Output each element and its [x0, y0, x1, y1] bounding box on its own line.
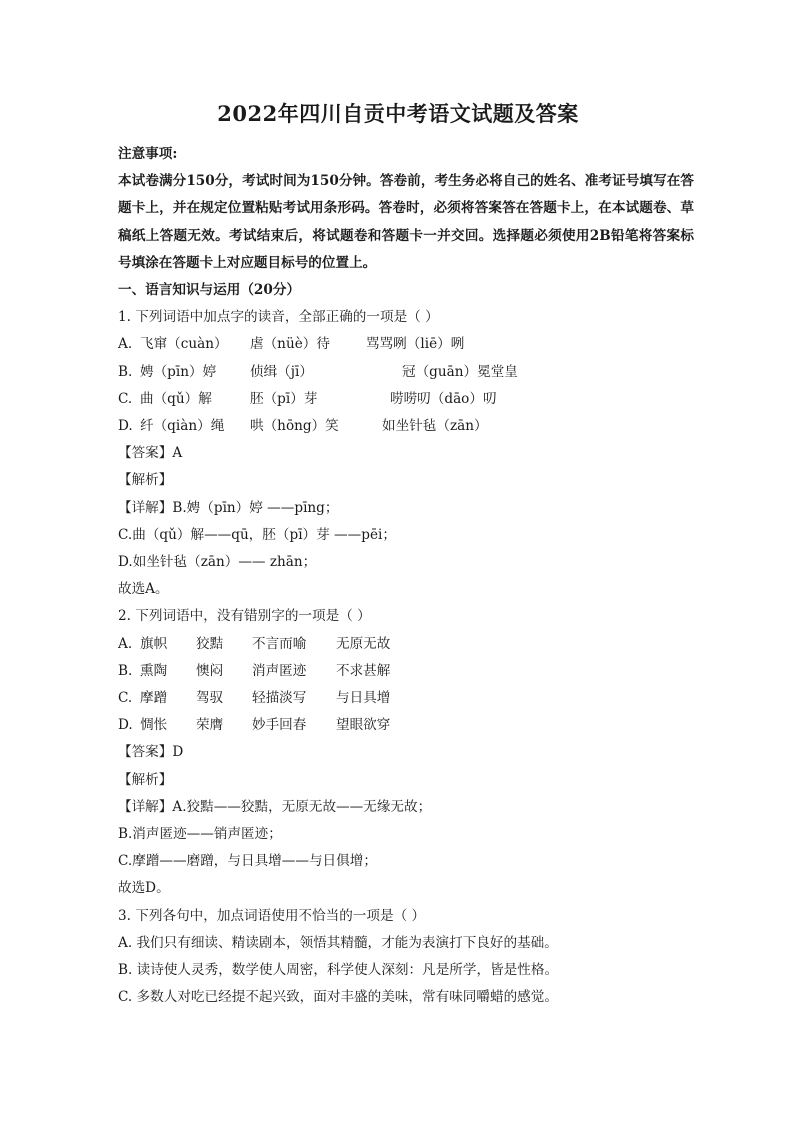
option-letter: B. [118, 363, 133, 380]
option-term: 不言而喻 [252, 635, 307, 652]
option-term: 惆怅 [140, 717, 168, 734]
option-letter: A. [118, 336, 133, 353]
q2-detail-line: 故选D。 [118, 880, 170, 897]
q2-detail-line: B.消声匿迹——销声匿迹； [118, 826, 282, 843]
q2-analysis: 【解析】 [118, 771, 173, 788]
option-term: 荣膺 [196, 717, 224, 734]
q1-analysis: 【解析】 [118, 472, 173, 489]
q2-option-b [118, 658, 694, 685]
q1-detail-line: D.如坐针毡（zān）—— zhān； [118, 554, 317, 571]
option-term: 妙手回春 [252, 717, 307, 734]
section-heading-1: 一、语言知识与运用（20分） [118, 282, 301, 299]
notice-heading: 注意事项: [118, 146, 178, 162]
q1-option-c [118, 386, 694, 413]
q1-stem: 1. 下列词语中加点字的读音，全部正确的一项是（ ） [118, 309, 439, 326]
option-letter: B. [118, 662, 133, 679]
q2-detail-line: 【详解】A.狡黠——狡黠，无原无故——无缘无故； [118, 798, 432, 815]
option-term: 旗帜 [140, 635, 168, 652]
q1-option-a [118, 331, 694, 358]
option-term: 冠（guān）冕堂皇 [402, 363, 518, 380]
option-term: 娉（pīn）婷 [140, 363, 217, 380]
option-term: 侦缉（jī） [250, 363, 313, 380]
q2-stem: 2. 下列词语中，没有错别字的一项是（ ） [118, 608, 371, 625]
q1-option-d [118, 413, 694, 440]
option-letter: D. [118, 418, 133, 435]
option-term: 骂骂咧（liē）咧 [366, 336, 465, 353]
option-letter: A. [118, 635, 133, 652]
option-term: 望眼欲穿 [336, 717, 391, 734]
option-term: 消声匿迹 [252, 662, 307, 679]
option-term: 胚（pī）芽 [250, 390, 318, 407]
option-term: 轻描淡写 [252, 690, 307, 707]
option-letter: C. [118, 390, 133, 407]
q2-option-d [118, 712, 694, 739]
option-term: 唠唠叨（dāo）叨 [390, 390, 497, 407]
option-term: 虐（nüè）待 [250, 336, 330, 353]
option-letter: D. [118, 717, 133, 734]
option-letter: C. [118, 690, 133, 707]
q2-options [118, 631, 694, 740]
option-term: 飞窜（cuàn） [140, 336, 228, 353]
q2-option-a [118, 631, 694, 658]
option-term: 曲（qǔ）解 [140, 390, 212, 407]
q3-option-c: C. 多数人对吃已经提不起兴致，面对丰盛的美味，常有味同嚼蜡的感觉。 [118, 989, 558, 1006]
q3-option-b: B. 读诗使人灵秀，数学使人周密，科学使人深刻：凡是所学，皆是性格。 [118, 962, 559, 979]
q1-answer: 【答案】A [118, 445, 183, 462]
q2-detail-line: C.摩蹭——磨蹭，与日具增——与日俱增； [118, 853, 377, 870]
option-term: 不求甚解 [336, 662, 391, 679]
option-term: 如坐针毡（zān） [382, 418, 488, 435]
option-term: 驾驭 [196, 690, 224, 707]
document-title: 2022年四川自贡中考语文试题及答案 [217, 101, 579, 126]
q2-option-c [118, 685, 694, 712]
option-term: 哄（hōng）笑 [250, 418, 339, 435]
option-term: 与日具增 [336, 690, 391, 707]
notice-body: 本试卷满分150分，考试时间为150分钟。答卷前，考生务必将自己的姓名、准考证号填写在答题卡上，并在规定位置粘贴考试用条形码。答卷时，必须将答案答在答题卡上，在本试题卷、草稿纸上答题无效。考试结束后，将试题卷和答题卡一并交回。选择题必须使用2B铅笔将答案标号填涂在答题卡上对应题目标号的位置上。 [118, 173, 694, 271]
option-term: 懊闷 [196, 662, 224, 679]
option-term: 无原无故 [336, 635, 391, 652]
q3-stem: 3. 下列各句中，加点词语使用不恰当的一项是（ ） [118, 907, 426, 924]
q2-answer: 【答案】D [118, 744, 184, 761]
option-term: 摩蹭 [140, 690, 168, 707]
option-term: 熏陶 [140, 662, 168, 679]
q1-detail-line: C.曲（qǔ）解——qū，胚（pī）芽 ——pēi； [118, 526, 396, 543]
q1-option-b [118, 359, 694, 386]
q1-options [118, 331, 694, 440]
q1-detail-line: 故选A。 [118, 581, 169, 598]
option-term: 狡黠 [196, 635, 224, 652]
q1-detail-line: 【详解】B.娉（pīn）婷 ——pīng； [118, 499, 339, 516]
q3-option-a: A. 我们只有细读、精读剧本，领悟其精髓，才能为表演打下良好的基础。 [118, 934, 558, 951]
option-term: 纤（qiàn）绳 [140, 418, 225, 435]
